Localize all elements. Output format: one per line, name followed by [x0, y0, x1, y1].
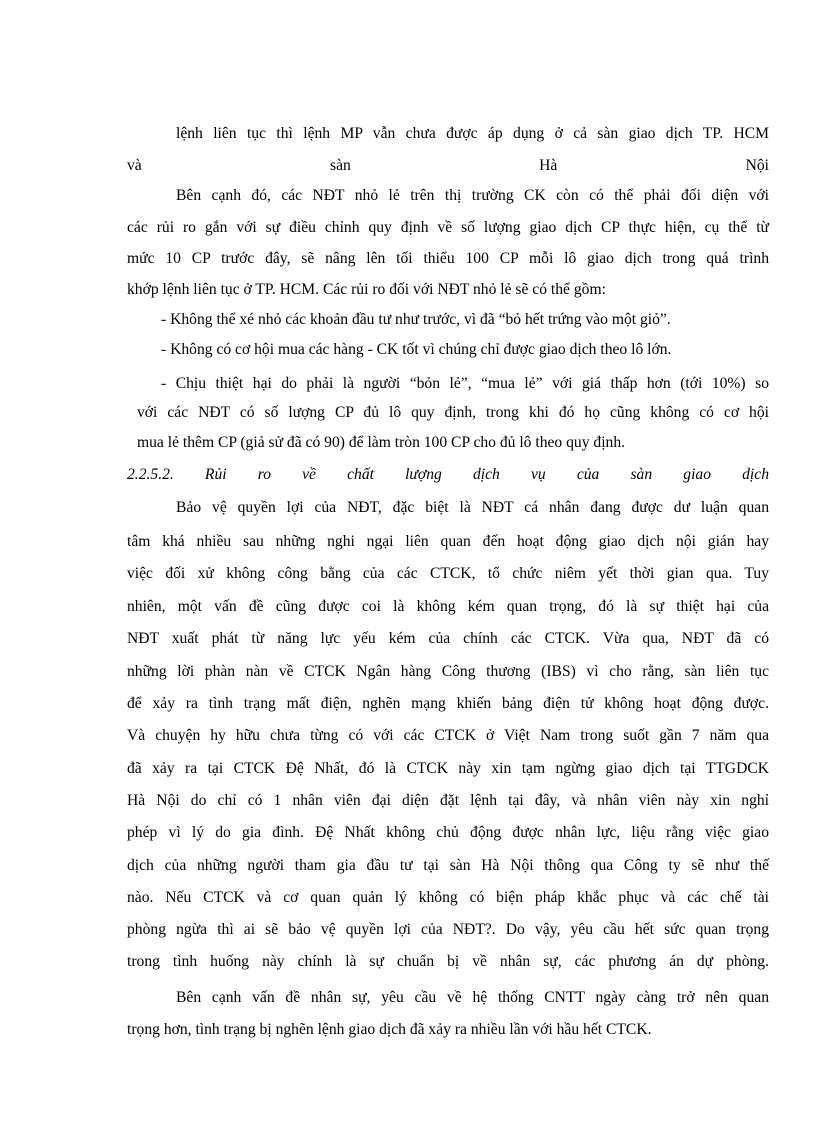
bullet-line: - Chịu thiệt hại do phải là người “bỏn lẻ”, “mua lẻ” với giá thấp hơn (tới 10%) so — [161, 375, 769, 392]
text-line: Bảo vệ quyền lợi của NĐT, đặc biệt là NĐT cá nhân đang được dư luận quan — [176, 499, 769, 516]
section-heading: 2.2.5.2. Rủi ro về chất lượng dịch vụ của sàn giao dịch — [127, 466, 769, 483]
text-line: mức 10 CP trước đây, sẽ nâng lên tối thiểu 100 CP mỗi lô giao dịch trong quá trình — [127, 250, 769, 267]
text-line: Hà Nội do chỉ có 1 nhân viên đại diện đặt lệnh tại đây, và nhân viên này xin nghỉ — [127, 792, 769, 809]
text-line: và sàn Hà Nội — [127, 157, 769, 174]
text-line: đã xảy ra tại CTCK Đệ Nhất, đó là CTCK này xin tạm ngừng giao dịch tại TTGDCK — [127, 760, 769, 777]
text-line: Bên cạnh vấn đề nhân sự, yêu cầu về hệ thống CNTT ngày càng trở nên quan — [176, 989, 769, 1006]
bullet-continuation: với các NĐT có số lượng CP đủ lô quy định, trong khi đó họ cũng không có cơ hội — [137, 404, 769, 421]
bullet-continuation: mua lẻ thêm CP (giả sử đã có 90) để làm tròn 100 CP cho đủ lô theo quy định. — [137, 434, 626, 451]
bullet-line: - Không có cơ hội mua các hàng - CK tốt vì chúng chỉ được giao dịch theo lô lớn. — [161, 341, 672, 358]
text-line: để xảy ra tình trạng mất điện, nghẽn mạng khiến bảng điện tử không hoạt động được. — [127, 695, 769, 712]
text-line: Và chuyện hy hữu chưa từng có với các CTCK ở Việt Nam trong suốt gần 7 năm qua — [127, 727, 769, 744]
text-line: NĐT xuất phát từ năng lực yếu kém của chính các CTCK. Vừa qua, NĐT đã có — [127, 630, 769, 647]
text-line: trong tình huống này chính là sự chuẩn bị về nhân sự, các phương án dự phòng. — [127, 953, 769, 970]
text-line: những lời phàn nàn về CTCK Ngân hàng Công thương (IBS) vì cho rằng, sàn liên tục — [127, 663, 769, 680]
text-line: phép vì lý do gia đình. Đệ Nhất không chủ động được nhân lực, liệu rằng việc giao — [127, 824, 769, 841]
text-line: dịch của những người tham gia đầu tư tại sàn Hà Nội thông qua Công ty sẽ như thế — [127, 857, 769, 874]
text-line: tâm khá nhiều sau những nghi ngại liên quan đến hoạt động giao dịch nội gián hay — [127, 533, 769, 550]
text-line: nhiên, một vấn đề cũng được coi là không kém quan trọng, đó là sự thiệt hại của — [127, 598, 769, 615]
text-line: các rủi ro gắn với sự điều chỉnh quy định về số lượng giao dịch CP thực hiện, cụ thể từ — [127, 219, 769, 236]
text-line: nào. Nếu CTCK và cơ quan quản lý không có biện pháp khắc phục và các chế tài — [127, 889, 769, 906]
text-line: việc đối xử không công bằng của các CTCK, tổ chức niêm yết thời gian qua. Tuy — [127, 565, 769, 582]
text-line: khớp lệnh liên tục ở TP. HCM. Các rủi ro đối với NĐT nhỏ lẻ sẽ có thể gồm: — [127, 281, 606, 298]
text-line: lệnh liên tục thì lệnh MP vẫn chưa được áp dụng ở cả sàn giao dịch TP. HCM — [176, 125, 769, 142]
bullet-line: - Không thể xé nhỏ các khoản đầu tư như trước, vì đã “bỏ hết trứng vào một giỏ”. — [161, 311, 671, 328]
text-line: phòng ngừa thì ai sẽ bảo vệ quyền lợi của NĐT?. Do vậy, yêu cầu hết sức quan trọng — [127, 921, 769, 938]
text-line: trọng hơn, tình trạng bị nghẽn lệnh giao dịch đã xảy ra nhiều lần với hầu hết CTCK. — [127, 1021, 652, 1038]
text-line: Bên cạnh đó, các NĐT nhỏ lẻ trên thị trường CK còn có thể phải đối diện với — [176, 187, 769, 204]
